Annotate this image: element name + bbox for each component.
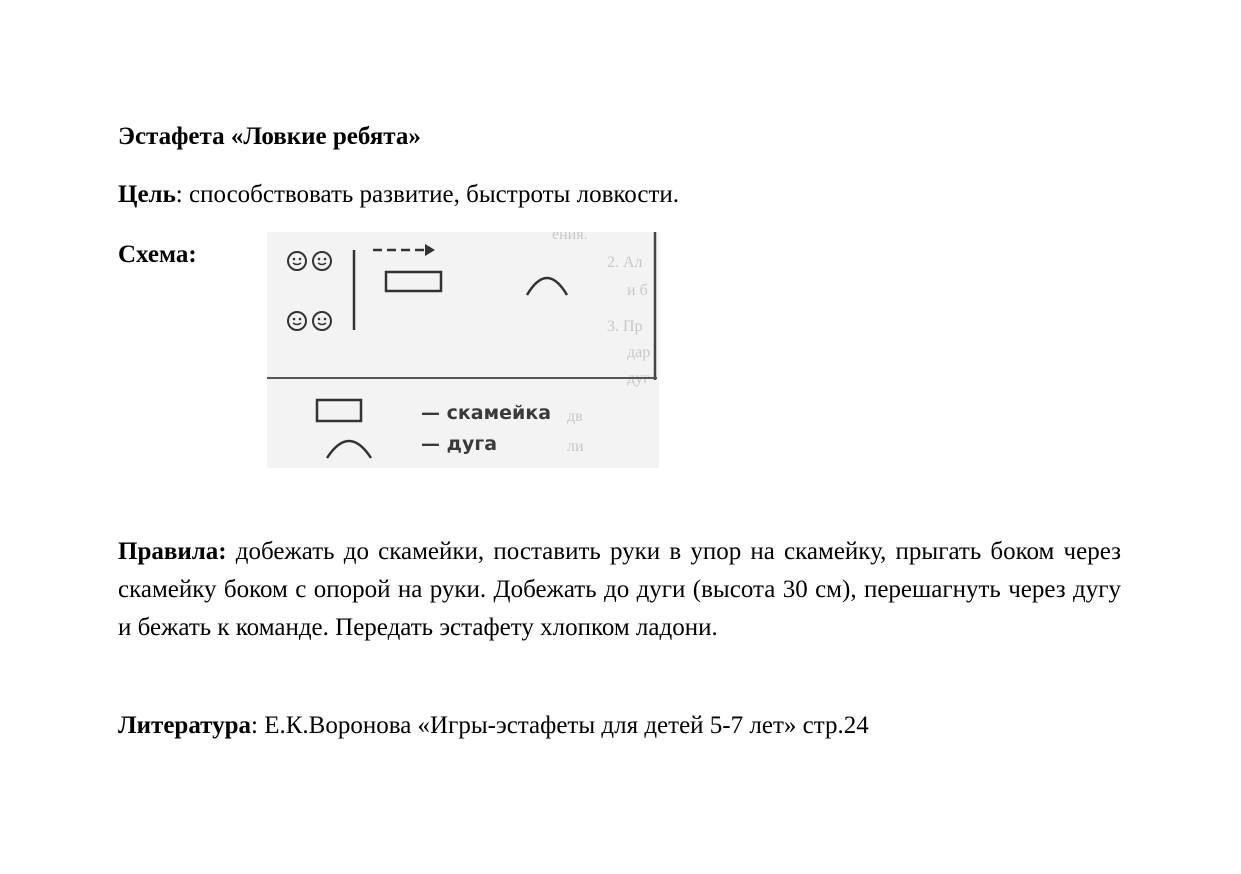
rules-paragraph — [118, 533, 1121, 647]
player-smiley-icon — [286, 250, 308, 272]
literature-label: Литература — [118, 712, 252, 739]
literature-paragraph — [118, 707, 869, 745]
bench-rect-icon — [384, 270, 444, 294]
rules-text: добежать до скамейки, поставить руки в упор на скамейку, прыгать боком через скамейку боком с опорой на руки. Добежать до дуги (высота 30 см), перешагнуть через дугу и бежать к команде. Передать эстафету хлопком ладони. — [118, 538, 1121, 641]
arc-icon — [323, 428, 375, 462]
bench-rect-icon — [315, 398, 365, 424]
goal-label: Цель — [118, 181, 176, 208]
scheme-label: Схема: — [118, 241, 197, 268]
goal-text: : способствовать развитие, быстроты ловкости. — [175, 181, 680, 208]
goal-paragraph — [118, 176, 679, 214]
legend-bench-label: — скамейка — [421, 402, 552, 424]
arc-icon — [523, 265, 571, 299]
player-smiley-icon — [311, 250, 333, 272]
player-smiley-icon — [311, 310, 333, 332]
literature-text: : Е.К.Воронова «Игры-эстафеты для детей 5-7 лет» стр.24 — [251, 712, 869, 739]
rules-label: Правила: — [118, 538, 227, 565]
player-smiley-icon — [286, 310, 308, 332]
scheme-diagram: ения. 2. Ал и б 3. Пр дар дуг дв ли — скамейка — дуга — [267, 232, 659, 468]
document-title: Эстафета «Ловкие ребята» — [118, 123, 421, 150]
legend-arc-label: — дуга — [421, 433, 498, 455]
